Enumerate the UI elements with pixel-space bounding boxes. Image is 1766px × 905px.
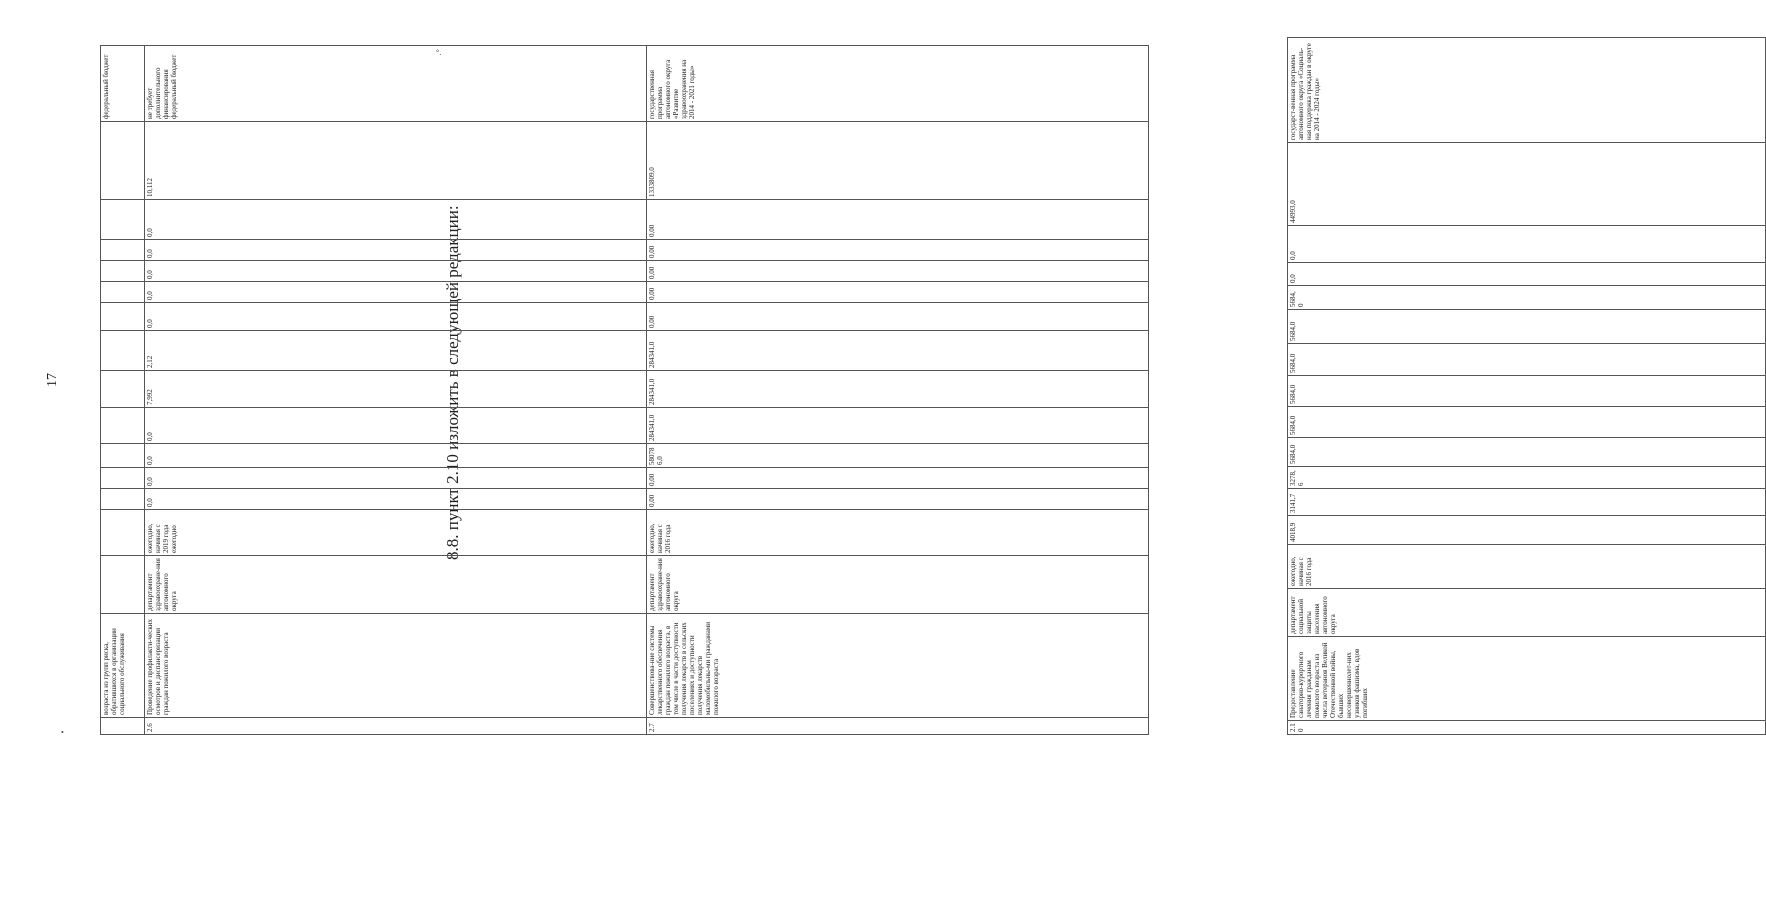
margin-mark-bottom: • [61, 728, 64, 737]
cell-value: 0,0 [145, 261, 647, 282]
cell-value [101, 331, 145, 371]
cell-value: 4018,9 [1287, 516, 1765, 545]
cell-value: 0,00 [646, 240, 1148, 261]
cell-term: ежегодно, начиная с 2016 года [1287, 545, 1765, 589]
cell-term [101, 510, 145, 556]
cell-value: 0,00 [646, 282, 1148, 303]
table-row [646, 46, 1148, 735]
cell-value [101, 468, 145, 489]
cell-name: Совершенствова-ние системы лекарственного обеспечения граждан пожилого возраста, в том числе в части доступности получения лекарств в сельских поселениях и доступности получения лекарств маломобильны-ми гражданами пожилого возраста [646, 614, 1148, 718]
cell-executor: департамент здравоохране-ния автономного округа [145, 556, 647, 614]
cell-value: 0,00 [646, 200, 1148, 240]
cell-term: ежегодно, начиная с 2019 года ежегодно [145, 510, 647, 556]
cell-value: 580786,0 [646, 444, 1148, 468]
cell-value [101, 444, 145, 468]
cell-value: 0,0 [145, 468, 647, 489]
cell-value [101, 489, 145, 510]
page-number: 17 [45, 373, 60, 387]
cell-num: 2.6 [145, 718, 647, 735]
cell-value [101, 261, 145, 282]
cell-value: 5684,0 [1287, 376, 1765, 407]
cell-value [101, 122, 145, 200]
cell-term: ежегодно, начиная с 2016 года [646, 510, 1148, 556]
cell-num: 2.10 [1287, 721, 1765, 735]
cell-value: 0,0 [145, 240, 647, 261]
cell-value: 0,0 [145, 200, 647, 240]
cell-value [101, 282, 145, 303]
cell-name: Предоставление санаторно-курортного лечения гражданам пожилого возраста из числа ветеранов Великой Отечественной войны, бывших несовершеннолет-них узников фашизма, вдов погибших [1287, 637, 1765, 721]
table-row-continuation [101, 46, 145, 735]
cell-num [101, 718, 145, 735]
cell-executor: департамент здравоохране-ния автономного округа [646, 556, 1148, 614]
cell-executor: департамент социальной защиты населения автономного округа [1287, 589, 1765, 637]
cell-num: 2.7 [646, 718, 1148, 735]
cell-value: 0,00 [646, 489, 1148, 510]
cell-value: 0,00 [646, 261, 1148, 282]
cell-value: 3278,6 [1287, 467, 1765, 489]
cell-value: 5684,0 [1287, 310, 1765, 344]
cell-source: государст-венная программа автономного округа «Социаль-ная поддержка граждан в округе на 2014 - 2024 годы» [1287, 38, 1765, 143]
cell-value: 0,0 [1287, 226, 1765, 263]
cell-value [101, 303, 145, 331]
cell-source: государственная программа автономного округа «Развитие здравоохранения на 2014 - 2021 годы» [646, 46, 1148, 122]
cell-value [101, 371, 145, 408]
table-2-body [1287, 38, 1765, 735]
cell-source: федеральный бюджет [101, 46, 145, 122]
cell-name: возраста из групп риска, обратившихся в организации социального обслуживания [101, 614, 145, 718]
cell-value: 284341,0 [646, 408, 1148, 444]
cell-value: 284341,0 [646, 371, 1148, 408]
margin-mark-top: °. [436, 48, 442, 57]
cell-value: 44993,0 [1287, 143, 1765, 226]
cell-source: не требует дополнительного финансирования федеральный бюджет [145, 46, 647, 122]
cell-value: 0,0 [145, 282, 647, 303]
cell-value: 0,0 [145, 408, 647, 444]
cell-value: 0,0 [145, 444, 647, 468]
table-row [1287, 38, 1765, 735]
cell-value: 0,0 [145, 489, 647, 510]
cell-value: 0,00 [646, 468, 1148, 489]
program-table-1 [100, 45, 1149, 735]
cell-executor [101, 556, 145, 614]
cell-value: 5684,0 [1287, 438, 1765, 467]
cell-value: 10,112 [145, 122, 647, 200]
cell-value: 7,992 [145, 371, 647, 408]
cell-value: 5684,0 [1287, 286, 1765, 310]
program-table-2 [1287, 37, 1766, 735]
section-heading: 8.8. пункт 2.10 изложить в следующей редакции: [443, 205, 462, 560]
cell-value: 2,12 [145, 331, 647, 371]
cell-value: 284341,0 [646, 331, 1148, 371]
cell-value [101, 408, 145, 444]
cell-value [101, 200, 145, 240]
cell-value: 3141,7 [1287, 489, 1765, 516]
cell-value: 0,00 [646, 303, 1148, 331]
cell-value: 5684,0 [1287, 344, 1765, 376]
cell-value: 0,0 [145, 303, 647, 331]
cell-value [101, 240, 145, 261]
table-row [145, 46, 647, 735]
cell-name: Проведение профилакти-ческих осмотров и диспансеризации граждан пожилого возраста [145, 614, 647, 718]
table-1-body [101, 46, 1149, 735]
cell-value: 0,0 [1287, 263, 1765, 286]
cell-value: 5684,0 [1287, 407, 1765, 438]
cell-value: 1333809,0 [646, 122, 1148, 200]
